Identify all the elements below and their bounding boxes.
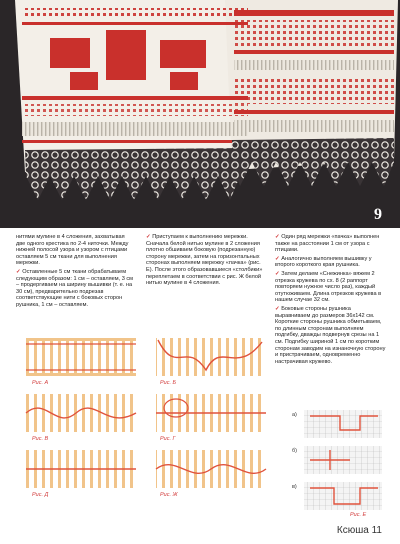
figure-v-diagram [26, 394, 136, 432]
figure-e-grids [290, 410, 384, 518]
paragraph-checked [275, 234, 387, 254]
paragraph-checked [146, 234, 264, 287]
text-column-2 [146, 234, 264, 289]
figure-g-diagram [156, 394, 266, 432]
paragraph-checked [275, 271, 387, 304]
text-column-1 [16, 234, 134, 311]
paragraph-text: Приступаем к выполнению мережки. Сначала белой нитью мулине в 2 сложения плотно обшиваем боковую (подрезанную) сторону мережки, затем на горизонтальных сторонах выполняем мережку «пачка» (рис. Е). После этого образовавшиеся «столбики» переплетаем в соответствии с рис. Ж белой нитью мулине в 4 сложения. [146, 234, 263, 287]
figure-e-sub-a: а) [292, 412, 297, 418]
paragraph-text: Аналогично выполняем вышивку у второго короткого края рушника. [275, 255, 372, 269]
paragraph-checked [16, 269, 134, 309]
figure-d-label: Рис. Д [32, 492, 49, 498]
text-column-3 [275, 234, 387, 367]
checkmark-icon: ✓ [275, 255, 280, 262]
figure-a-label: Рис. А [32, 380, 49, 386]
checkmark-icon: ✓ [146, 234, 151, 240]
figure-a-diagram [26, 338, 136, 376]
paragraph-checked [275, 306, 387, 365]
page-footer [337, 525, 382, 536]
paragraph-checked [275, 256, 387, 269]
paragraph-text: Один ряд мережки «пачка» выполнен также на расстоянии 1 см от узора с птицами. [275, 234, 380, 254]
figure-g-label: Рис. Г [160, 436, 176, 442]
stitch-diagrams [16, 330, 276, 530]
paragraph-text: Боковые стороны рушника выравниваем до размеров 36х142 см. Короткие стороны рушника обметываем, по длинным сторонам выполняем подгибку, дважды подвернув срезы на 1 см. Подгибку шириной 1 см по коротким сторонам заводим на изнаночную сторону и пристрачиваем, одновременно настрачивая кружево. [275, 305, 386, 365]
figure-e-sub-b: б) [292, 448, 297, 454]
page-number: 11 [371, 525, 382, 536]
paragraph-text: Оставленные 5 см ткани обрабатываем следующим образом: 1 см – оставляем, 3 см – продергиваем на ширину вышивки (т. е. на 30 см), предварительно подрезав соответствующие нити с боковых сторон рушника, 1 см – оставляем. [16, 268, 134, 308]
paragraph: нитями мулине в 4 сложения, захватывая две одного крестика по 2-4 ниточки. Между нижней полосой узора и узором с птицами оставляем 5 см ткани для выполнения мережки. [16, 234, 129, 267]
figure-b-diagram [156, 338, 266, 376]
figure-e-label: Рис. Е [350, 512, 367, 518]
figure-e-sub-v: в) [292, 484, 297, 490]
checkmark-icon: ✓ [16, 268, 21, 275]
figure-d-diagram [26, 450, 136, 488]
figure-zh-diagram [156, 450, 266, 488]
magazine-name: Ксюша [336, 525, 369, 536]
figure-v-label: Рис. В [32, 436, 49, 442]
towel-photo [0, 0, 400, 228]
checkmark-icon: ✓ [275, 234, 280, 240]
checkmark-icon: ✓ [275, 305, 280, 312]
checkmark-icon: ✓ [275, 270, 280, 277]
paragraph-text: Затем делаем «Снежинка» вяжем 2 отрезка кружева по сх. 8 (2 раппорт повторяем нужное число раз), каждый отутюживаем. Длина отрезков кружева в нашем случае 32 см. [275, 270, 382, 304]
figure-b-label: Рис. Б [160, 380, 177, 386]
photo-page-number: 9 [374, 206, 382, 223]
figure-zh-label: Рис. Ж [160, 492, 178, 498]
